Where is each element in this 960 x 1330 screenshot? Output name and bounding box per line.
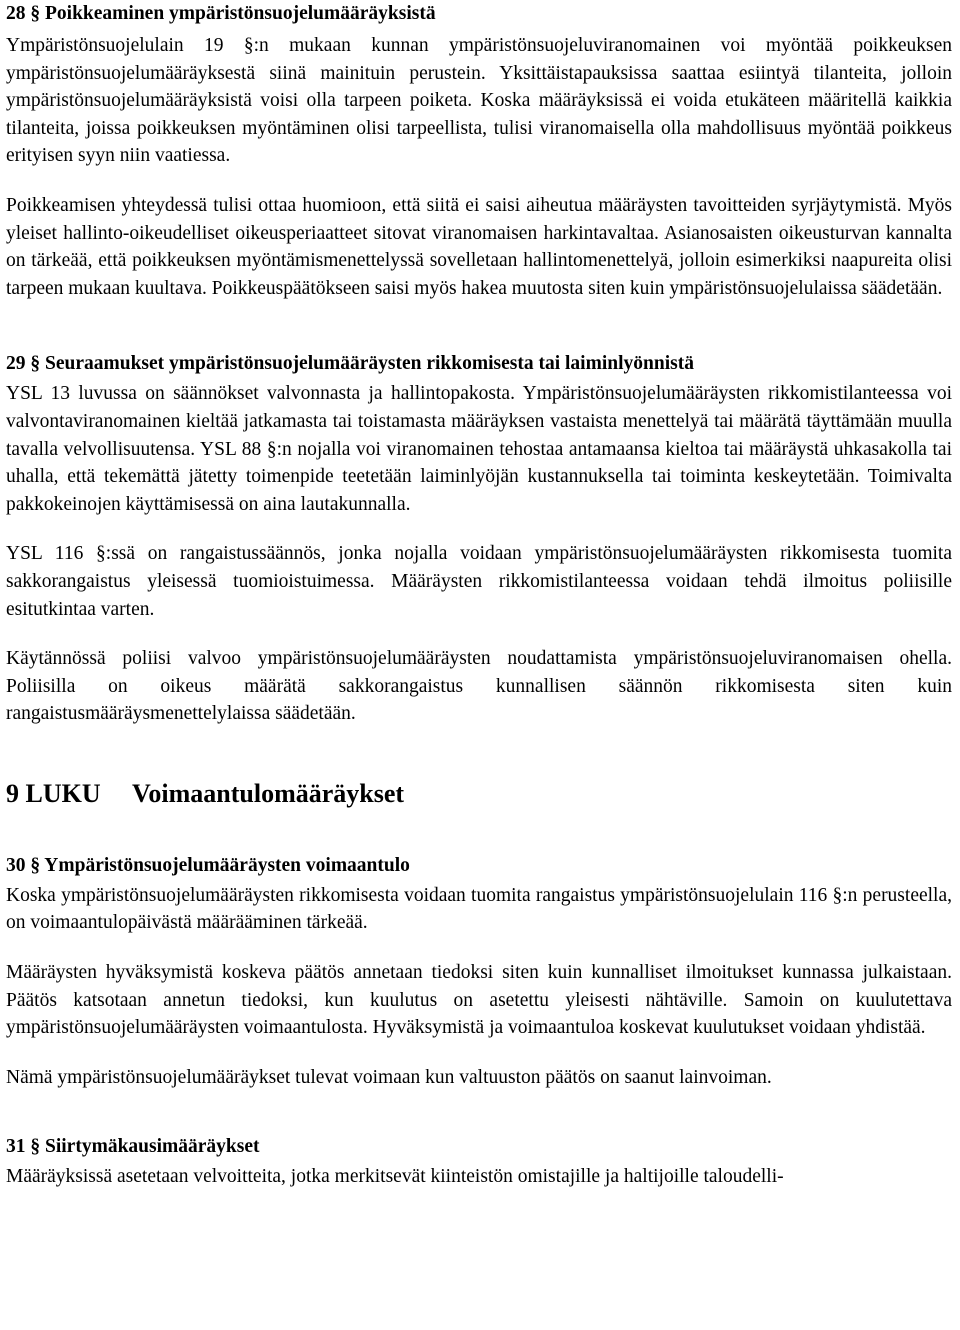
section-30-paragraph-3: Nämä ympäristönsuojelumääräykset tulevat voimaan kun valtuuston päätös on saanut lainvoiman. [6, 1066, 772, 1088]
section-30-heading: 30 § Ympäristönsuojelumääräysten voimaantulo [6, 854, 410, 876]
section-29-paragraph-1: YSL 13 luvussa on säännökset valvonnasta ja hallintopakosta. Ympäristönsuojelumääräysten rikkomistilanteessa voi valvontaviranomainen kieltää jatkamasta tai toistamasta määräyksen vastaista menettelyä tai määrätä täyttämään muulla tavalla velvollisuutensa. YSL 88 §:n nojalla voi viranomainen tehostaa antamaansa kieltoa tai määräystä uhkasakolla tai uhalla, että tekemättä jätetty toimenpide teetetään laiminlyöjän kustannuksella tai toiminta keskeytetään. Toimivalta pakkokeinojen käyttämisessä on aina lautakunnalla. [6, 383, 952, 515]
section-29-paragraph-2: YSL 116 §:ssä on rangaistussäännös, jonka nojalla voidaan ympäristönsuojelumääräysten rikkomisesta tuomita sakkorangaistus yleisessä tuomioistuimessa. Määräysten rikkomistilanteessa voidaan tehdä ilmoitus poliisille esitutkintaa varten. [6, 543, 952, 620]
chapter-heading [6, 778, 952, 810]
section-29-paragraph-3: Käytännössä poliisi valvoo ympäristönsuojelumääräysten noudattamista ympäristönsuojeluviranomaisen ohella. Poliisilla on oikeus määrätä sakkorangaistus kunnallisen säännön rikkomisesta siten kuin rangaistusmääräysmenettelylaissa säädetään. [6, 648, 952, 725]
chapter-title: Voimaantulomääräykset [132, 778, 405, 808]
section-31-heading: 31 § Siirtymäkausimääräykset [6, 1136, 260, 1158]
section-30-paragraph-2: Määräysten hyväksymistä koskeva päätös annetaan tiedoksi siten kuin kunnalliset ilmoitukset kunnassa julkaistaan. Päätös katsotaan annetun tiedoksi, kun kuulutus on asetettu yleisesti nähtäville. Samoin on kuulutettava ympäristönsuojelumääräysten voimaantulosta. Hyväksymistä ja voimaantuloa koskevat kuulutukset voidaan yhdistää. [6, 962, 952, 1039]
chapter-number: 9 LUKU [6, 778, 101, 808]
section-28-paragraph-2: Poikkeamisen yhteydessä tulisi ottaa huomioon, että siitä ei saisi aiheutua määräysten tavoitteiden syrjäytymistä. Myös yleiset hallinto-oikeudelliset oikeusperiaatteet sitovat viranomaisen harkintavaltaa. Asianosaisten oikeusturvan kannalta on tärkeää, että poikkeuksen myöntämismenettelyssä sovelletaan hallintomenettelyä, jolloin esimerkiksi naapureita olisi tarpeen mukaan kuultava. Poikkeuspäätökseen saisi myös hakea muutosta siten kuin ympäristönsuojelulaissa säädetään. [6, 194, 952, 299]
section-31-paragraph-1: Määräyksissä asetetaan velvoitteita, jotka merkitsevät kiinteistön omistajille ja haltijoille taloudelli- [6, 1166, 784, 1188]
section-30-paragraph-1: Koska ympäristönsuojelumääräysten rikkomisesta voidaan tuomita rangaistus ympäristönsuojelulain 116 §:n perusteella, on voimaantulopäivästä määrääminen tärkeää. [6, 884, 952, 934]
section-29-heading: 29 § Seuraamukset ympäristönsuojelumääräysten rikkomisesta tai laiminlyönnistä [6, 353, 694, 375]
section-28-heading: 28 § Poikkeaminen ympäristönsuojelumääräyksistä [6, 3, 436, 24]
section-28-paragraph-1: Ympäristönsuojelulain 19 §:n mukaan kunnan ympäristönsuojeluviranomainen voi myöntää poikkeuksen ympäristönsuojelumääräyksestä siinä mainituin perustein. Yksittäistapauksissa saattaa esiintyä tilanteita, jolloin ympäristönsuojelumääräyksistä voisi olla tarpeen poiketa. Koska määräyksissä ei voida etukäteen määritellä kaikkia tilanteita, joissa poikkeuksen myöntäminen olisi tarpeellista, tulisi viranomaisella olla mahdollisuus myöntää poikkeus erityisen syyn niin vaatiessa. [6, 35, 952, 167]
